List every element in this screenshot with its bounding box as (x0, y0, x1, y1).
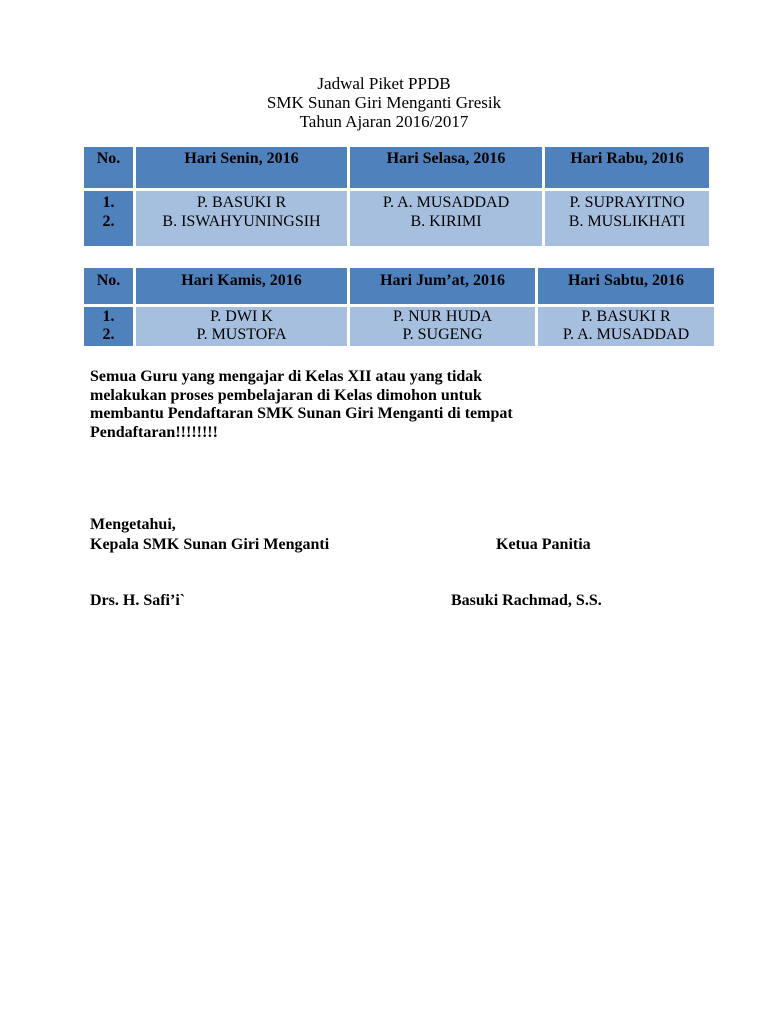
table-header-row (84, 147, 709, 188)
column-header-no: No. (84, 268, 133, 304)
saturday-duty-cell (538, 307, 714, 346)
friday-duty-cell (350, 307, 535, 346)
row-numbers (84, 191, 133, 246)
duty-name: P. MUSTOFA (196, 326, 287, 343)
monday-duty-cell (136, 191, 347, 246)
committee-chair-title: Ketua Panitia (496, 536, 591, 553)
column-header-friday: Hari Jum’at, 2016 (350, 268, 535, 304)
notice-line: Pendaftaran!!!!!!!! (90, 423, 218, 441)
acknowledged-label: Mengetahui, (90, 516, 176, 533)
column-header-wednesday: Hari Rabu, 2016 (545, 147, 709, 188)
school-name: SMK Sunan Giri Menganti Gresik (266, 93, 502, 112)
tuesday-duty-cell (350, 191, 542, 246)
duty-name: P. A. MUSADDAD (562, 326, 690, 343)
committee-chair-name: Basuki Rachmad, S.S. (451, 592, 602, 609)
duty-name: P. NUR HUDA (392, 308, 493, 325)
duty-name: B. KIRIMI (410, 213, 482, 230)
principal-title: Kepala SMK Sunan Giri Menganti (90, 536, 330, 553)
duty-name: B. MUSLIKHATI (568, 213, 686, 230)
schedule-table-thu-sat (81, 265, 717, 349)
duty-name: P. A. MUSADDAD (382, 194, 510, 211)
notice-paragraph (90, 368, 650, 442)
principal-name: Drs. H. Safi’i` (90, 592, 186, 609)
row-numbers (84, 307, 133, 346)
table-row (84, 191, 709, 246)
column-header-monday: Hari Senin, 2016 (136, 147, 347, 188)
row-number: 1. (102, 308, 115, 325)
duty-name: P. SUGENG (402, 326, 483, 343)
column-header-saturday: Hari Sabtu, 2016 (538, 268, 714, 304)
notice-line: membantu Pendaftaran SMK Sunan Giri Menganti di tempat (90, 405, 513, 422)
thursday-duty-cell (136, 307, 347, 346)
notice-line: Semua Guru yang mengajar di Kelas XII atau yang tidak (90, 368, 483, 385)
row-number: 2. (102, 326, 115, 343)
duty-name: P. SUPRAYITNO (569, 194, 685, 211)
academic-year: Tahun Ajaran 2016/2017 (299, 112, 469, 131)
column-header-thursday: Hari Kamis, 2016 (136, 268, 347, 304)
duty-name: B. ISWAHYUNINGSIH (162, 213, 321, 230)
table-header-row (84, 268, 714, 304)
wednesday-duty-cell (545, 191, 709, 246)
notice-line: melakukan proses pembelajaran di Kelas dimohon untuk (90, 386, 482, 404)
duty-name: P. BASUKI R (581, 308, 671, 325)
duty-name: P. DWI K (210, 308, 273, 325)
duty-name: P. BASUKI R (196, 194, 287, 211)
schedule-table-mon-wed (81, 144, 712, 249)
column-header-tuesday: Hari Selasa, 2016 (350, 147, 542, 188)
row-number: 2. (102, 213, 115, 230)
document-title: Jadwal Piket PPDB (317, 74, 451, 93)
column-header-no: No. (84, 147, 133, 188)
table-row (84, 307, 714, 346)
row-number: 1. (102, 194, 115, 211)
